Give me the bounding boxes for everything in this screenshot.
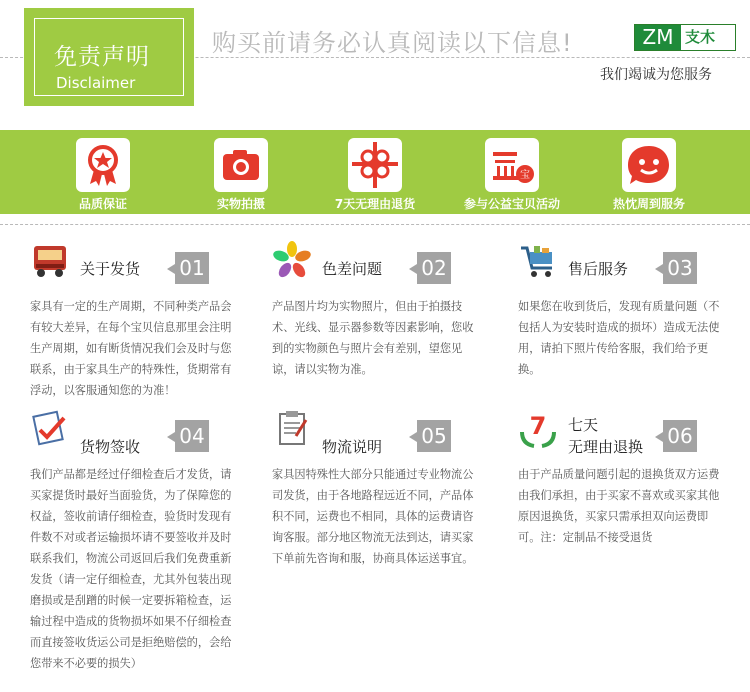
feature-label: 热忱周到服务 [612,197,685,211]
brand-logo [634,24,736,51]
svg-text:7: 7 [529,412,547,440]
disclaimer-subtitle: Disclaimer [56,74,136,92]
gift-icon [348,138,402,192]
feature-service [574,138,724,212]
disclaimer-badge [24,8,194,106]
section-title: 售后服务 [568,260,629,278]
feature-label: 7天无理由退货 [334,197,416,211]
section-number: 06 [663,420,697,452]
disclaimer-title: 免责声明 [54,44,150,70]
seven-days-icon [518,408,558,448]
section-text: 如果您在收到货后，发现有质量问题（不包括人为安装时造成的损坏）造成无法使用，请拍下照片传给客服，我们给予更换。 [518,300,720,376]
section-title: 关于发货 [80,260,141,278]
section-number: 04 [175,420,209,452]
section-return-policy [518,408,728,558]
section-title: 物流说明 [322,438,383,456]
feature-7-day-return [300,138,450,212]
sign-check-icon [30,408,70,448]
shopping-cart-icon [518,240,558,280]
feature-quality [28,138,178,212]
camera-icon [214,138,268,192]
section-number: 05 [417,420,451,452]
ribbon-badge-icon [76,138,130,192]
clipboard-icon [272,408,312,448]
band-divider [0,224,750,225]
section-shipping [30,240,240,400]
section-after-sales [518,240,728,380]
section-text: 家具因特殊性大部分只能通过专业物流公司发货，由于各地路程远近不同，产品体积不同，运费也不相同，具体的运费请咨询客服。部分地区物流无法到达，请买家下单前先咨询和服，协商具体运送事宜。 [272,468,474,565]
section-text: 家具有一定的生产周期，不同种类产品会有较大差异，在每个宝贝信息那里会注明生产周期，如有断货情况我们会及时与您联系，由于家具生产的特殊性，货期常有浮动，以客服通知您的为准！ [30,300,232,397]
feature-label: 品质保证 [78,197,127,211]
section-number: 02 [417,252,451,284]
logo-zm: ZM [635,25,681,50]
section-title: 七天 [568,416,599,434]
logo-cn: 支木 [685,28,716,46]
feature-charity [437,138,587,212]
section-title-line2: 无理由退换 [568,438,644,456]
page-headline: 购买前请务必认真阅读以下信息! [212,29,573,57]
truck-icon [30,240,70,280]
section-text: 由于产品质量问题引起的退换货双方运费由我们承担，由于买家不喜欢或买家其他原因退换货，买家只需承担双向运费即可。注：定制品不接受退货 [518,468,720,544]
feature-real-photo [166,138,316,212]
chat-bubble-icon [622,138,676,192]
svg-text:宝: 宝 [520,170,530,181]
section-title: 色差问题 [322,260,383,278]
section-color-difference [272,240,482,380]
section-logistics [272,408,482,588]
charity-icon [485,138,539,192]
section-number: 01 [175,252,209,284]
service-slogan: 我们竭诚为您服务 [600,67,712,83]
color-wheel-icon [272,240,312,280]
section-text: 产品图片均为实物照片，但由于拍摄技术、光线、显示器参数等因素影响，您收到的实物颜色与照片会有差别，望您见谅，请以实物为准。 [272,300,474,376]
section-receipt [30,408,240,678]
section-title: 货物签收 [80,438,141,456]
feature-band [0,130,750,214]
section-number: 03 [663,252,697,284]
section-text: 我们产品都是经过仔细检查后才发货，请买家提货时最好当面验货，为了保障您的权益，签收前请仔细检查，验货时发现有件数不对或者运输损坏请不要签收并及时联系我们，物流公司返回后我们免费重新发货（请一定仔细检查，尤其外包装出现磨损或是刮蹭的时候一定要拆箱检查，运输过程中造成的货物损坏如果不仔细检查而直接签收货运公司是拒绝赔偿的，会给您带来不必要的损失） [30,468,232,670]
feature-label: 参与公益宝贝活动 [463,197,560,211]
feature-label: 实物拍摄 [216,197,265,211]
